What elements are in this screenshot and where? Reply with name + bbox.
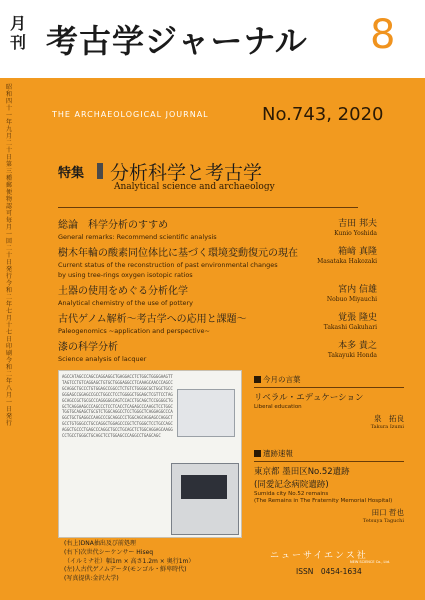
publisher-name-en: NEW SCIENCE Co., Ltd. xyxy=(350,560,391,564)
today-word-section xyxy=(254,374,404,430)
publisher-name: ニューサイエンス社 xyxy=(270,551,368,561)
caption-line: (右下)次世代シーケンサー Hiseq xyxy=(64,548,154,556)
cover-photo xyxy=(58,370,242,538)
title-rule xyxy=(58,207,358,208)
article-title: 土器の使用をめぐる分析化学 xyxy=(58,286,188,297)
site-report-section xyxy=(254,448,404,524)
caption-line: (左)人古代ゲノムデータ(モンゴル・鮮卑時代) xyxy=(64,566,187,574)
site-report-title-en-line2: (The Remains in The Fraternity Memorial Hospital) xyxy=(254,498,393,504)
author-name-en: Kunio Yoshida xyxy=(334,230,377,237)
author-name-en: Takashi Gakuhari xyxy=(323,324,377,331)
caption-line: （イルミナ社）幅1m × 高さ1.2m × 奥行1m） xyxy=(64,557,195,565)
author-name-en: Takura Izumi xyxy=(370,424,404,430)
special-feature-label: 特集 xyxy=(58,166,85,181)
article-tree-rings[interactable] xyxy=(58,244,298,279)
caption-line: (写真提供:金沢大学) xyxy=(64,575,119,583)
special-feature-title: 分析科学と考古学 xyxy=(110,162,263,184)
issn-number: ISSN 0454-1634 xyxy=(296,567,362,576)
site-report-title-en: Sumida city No.52 remains xyxy=(254,491,329,497)
site-report-title: 東京都 墨田区No.52遺跡 xyxy=(254,467,350,477)
square-icon xyxy=(254,376,261,383)
author-name-en: Takayuki Honda xyxy=(327,352,377,359)
monthly-label: 月刊 xyxy=(9,14,26,52)
author-name-en: Masataka Hakozaki xyxy=(317,258,377,265)
article-title-en: General remarks: Recommend scientific analysis xyxy=(58,233,217,241)
author-name: 宮内 信雄 xyxy=(338,285,377,295)
author-name-en: Tetsuya Taguchi xyxy=(362,518,404,524)
author-name: 本多 貴之 xyxy=(338,341,377,351)
author-name: 吉田 邦夫 xyxy=(338,219,377,229)
article-title: 樹木年輪の酸素同位体比に基づく環境変動復元の現在 xyxy=(58,248,298,259)
author-name: 田口 哲也 xyxy=(371,508,404,517)
section-header: 遺跡速報 xyxy=(254,448,404,459)
article-title-en: Current status of the reconstruction of past environmental changes xyxy=(58,261,278,269)
cover-header xyxy=(0,0,425,78)
article-author xyxy=(297,216,377,237)
volume-number: No.743, 2020 xyxy=(262,104,384,125)
article-pottery[interactable] xyxy=(58,282,193,307)
site-report-title-line2: (同愛記念病院遺跡) xyxy=(254,480,329,490)
spine-postal-notice: 昭和四十一年九月二十日第三種郵便物認可 毎月一回二十日発行 令和二年七月十七日印刷 令和二年八月一日発行 xyxy=(6,84,13,427)
article-author xyxy=(297,310,377,331)
photo-caption xyxy=(64,540,194,584)
square-icon xyxy=(254,450,261,457)
caption-line: (右上)DNA抽出及び前処理 xyxy=(64,540,136,547)
article-author xyxy=(297,282,377,303)
sequencer-panel xyxy=(181,475,227,499)
article-title: 古代ゲノム解析～考古学への応用と課題～ xyxy=(58,314,247,325)
dna-sequence-text: AGCCATAGCCCAGCCAGGAGGCTGAGGACCTCTGGCTGGGGAAGTTTAGTCCTGTCAGGAGCTGTGCTGGGAGGCCTCAAAGCAACCCAGCCGCAGGCTGCCCTGTGGAGCCGGCCTCTGTCTGGGGCGCTGGCTGCCGGGAGCCGGAGCCGCCTGGCCTCCTGGGGCTGGAGCTCGTTCCTAGGCAGCCGCTGCGCCCAGGGGGCAGTCCACCTGCAGCTCCGGGGCTGGCTCAGGAAGCCCAGCCCTCCTCACCTCAGAGCCCAAGCTCCTGGCTGGTGCAGAGCTGCGTCTGGCAGGCCTCCTGGGCTCAGGAGGCCCAGGCTGCTGAGGCCAAGCCCGCAGGCCCTGGCAGCAGGAGCCAGGCTGCCTGTGGGCCTGCCAGGCTGGAGCCCGCTCTGGGCTCCTGCCAGCAGGCTGCCCTGAGCCCAGGCTGCCTGCAGCTCTGGCAGGAGCAAGGCCTGCCTGGGCTGCAGCTCCTGGAGCCCAGGCCTGAGCAGC xyxy=(62,374,173,439)
author-name: 泉 拓良 xyxy=(374,414,404,423)
article-title-en: Analytical chemistry of the use of pottery xyxy=(58,299,194,307)
author-name: 箱﨑 真隆 xyxy=(338,247,377,257)
article-author xyxy=(297,338,377,359)
article-title-en-line2: by using tree-rings oxygen isotopic ratios xyxy=(58,271,193,279)
article-title-en: Paleogenomics ~application and perspective~ xyxy=(58,327,210,335)
article-paleogenomics[interactable] xyxy=(58,310,247,335)
article-general-remarks[interactable] xyxy=(58,216,217,241)
sequencer-photo xyxy=(171,463,239,535)
today-word-title-en: Liberal education xyxy=(254,404,302,410)
issue-month: 8 xyxy=(370,12,396,58)
section-header: 今月の言葉 xyxy=(254,374,404,385)
lab-bench-photo xyxy=(177,389,235,437)
article-lacquer[interactable] xyxy=(58,338,146,363)
article-title: 漆の科学分析 xyxy=(58,342,118,353)
author-name: 覚張 隆史 xyxy=(338,313,377,323)
special-feature-subtitle: Analytical science and archaeology xyxy=(114,182,275,192)
journal-english-title: THE ARCHAEOLOGICAL JOURNAL xyxy=(52,110,209,119)
article-title: 総論 科学分析のすすめ xyxy=(58,220,169,231)
article-title-en: Science analysis of lacquer xyxy=(58,355,147,363)
section-rule xyxy=(254,387,404,388)
journal-title: 考古学ジャーナル xyxy=(46,22,308,60)
title-bar-mark xyxy=(97,163,103,179)
article-author xyxy=(297,244,377,265)
section-rule xyxy=(254,461,404,462)
today-word-title: リベラル・エデュケーション xyxy=(254,393,364,403)
author-name-en: Nobuo Miyauchi xyxy=(326,296,377,303)
